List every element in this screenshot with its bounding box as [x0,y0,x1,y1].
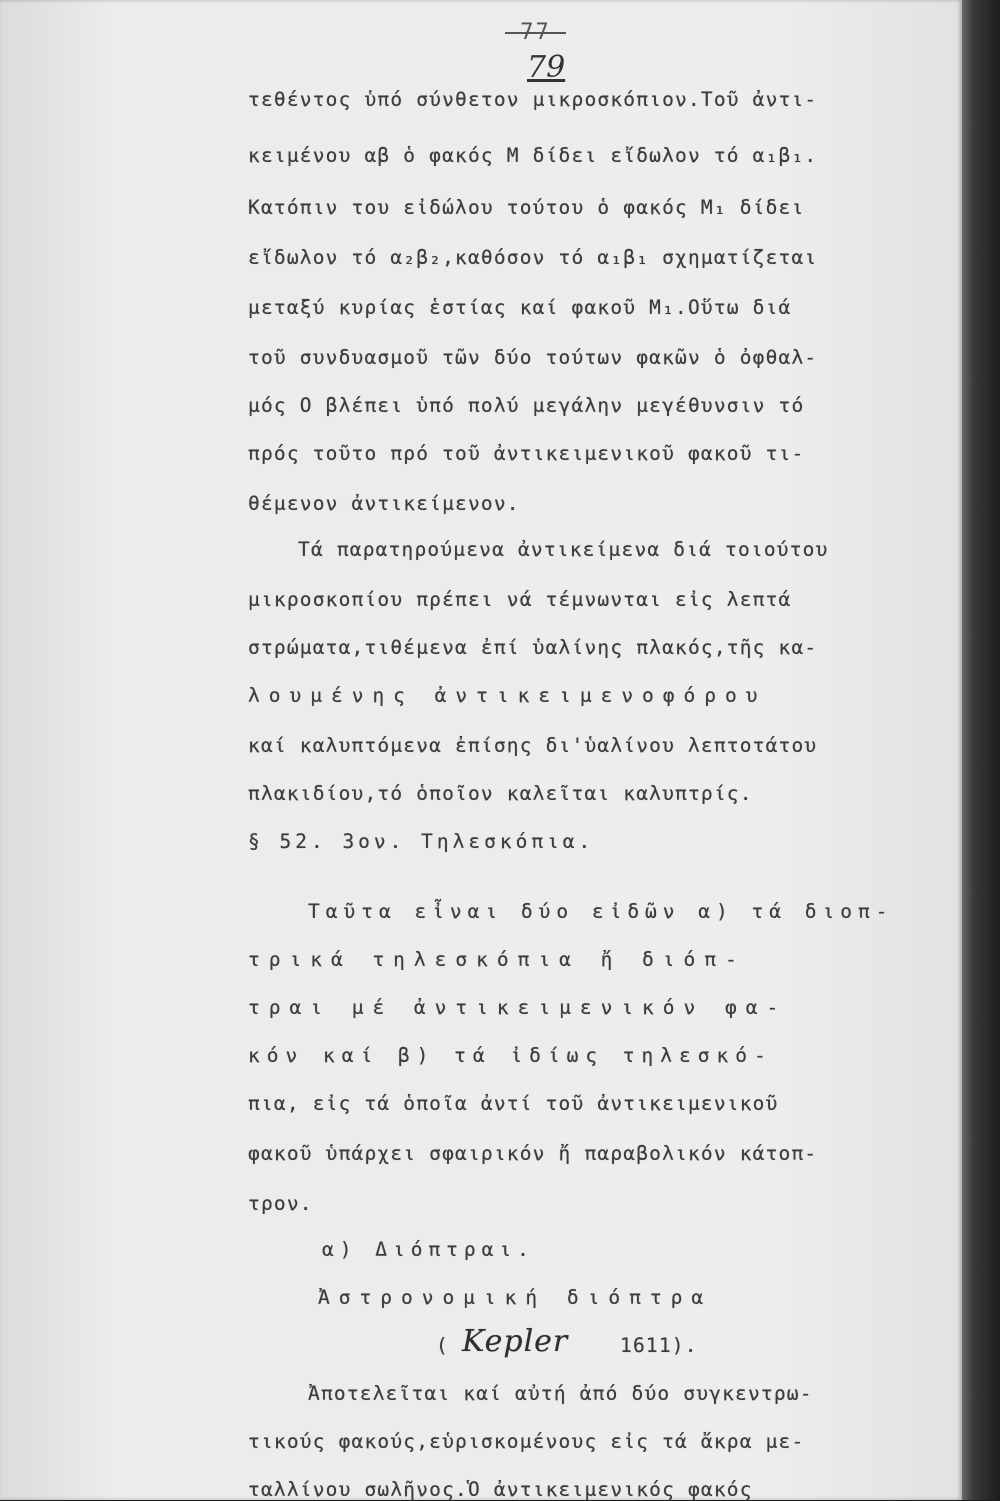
text-line: πλακιδίου,τό ὁποῖον καλεῖται καλυπτρίς. [248,782,753,805]
book-spine [962,0,1000,1500]
spaced-term-line: τραι μέ ἀντικειμενικόν φα- [248,996,788,1019]
spaced-term-line: λουμένης ἀντικειμενοφόρου [248,684,767,707]
text-line: τρον. [248,1192,313,1215]
text-line: καί καλυπτόμενα ἐπίσης δι'ὑαλίνου λεπτοτάτου [248,734,818,757]
page-number-handwritten: 79 [527,50,566,85]
text-line: τοῦ συνδυασμοῦ τῶν δύο τούτων φακῶν ὁ ὀφθαλ- [248,346,818,369]
text-line: εἴδωλον τό α₂β₂,καθόσον τό α₁β₁ σχηματίζεται [248,246,818,269]
handwritten-name: Kepler [462,1324,569,1359]
text-line: κειμένου αβ ὁ φακός Μ δίδει εἴδωλον τό α₁β₁. [248,144,818,167]
subsection-heading: α) Διόπτραι. [322,1238,535,1261]
text-line: θέμενον ἀντικείμενον. [248,492,520,515]
page-number-typed: -77- [505,20,566,45]
spaced-term-line: κόν καί β) τά ἰδίως τηλεσκό- [248,1044,773,1067]
attribution-open-paren: ( [436,1334,449,1357]
text-line: τικούς φακούς,εὑρισκομένους εἰς τά ἄκρα με- [248,1430,805,1453]
text-line: στρώματα,τιθέμενα ἐπί ὑαλίνης πλακός,τῆς κα- [248,636,818,659]
text-line: ταλλίνου σωλῆνος.Ὁ ἀντικειμενικός φακός [248,1478,753,1501]
paragraph-start-line: Ἀποτελεῖται καί αὐτή ἀπό δύο συγκεντρω- [308,1382,813,1405]
section-heading: § 52. Зον. Τηλεσκόπια. [248,830,595,853]
paragraph-start-line: Τά παρατηρούμενα ἀντικείμενα διά τοιούτου [298,538,829,561]
text-line: φακοῦ ὑπάρχει σφαιρικόν ἤ παραβολικόν κάτοπ- [248,1142,818,1165]
paragraph-start-line: Ταῦτα εἶναι δύο εἰδῶν α) τά διοπ- [308,900,894,923]
text-line: τεθέντος ὑπό σύνθετον μικροσκόπιον.Τοῦ ἀντι- [248,88,818,111]
text-line: μεταξύ κυρίας ἑστίας καί φακοῦ Μ₁.Οὕτω διά [248,296,792,319]
subsection-title: Ἀστρονομική διόπτρα [318,1286,713,1309]
text-line: μός Ο βλέπει ὑπό πολύ μεγάλην μεγέθυνσιν τό [248,394,805,417]
spaced-term-line: τρικά τηλεσκόπια ἤ διόπ- [248,948,746,971]
text-line: πια, εἰς τά ὁποῖα ἀντί τοῦ ἀντικειμενικοῦ [248,1092,779,1115]
attribution-year: 1611). [620,1334,698,1357]
text-line: Κατόπιν του εἰδώλου τούτου ὁ φακός Μ₁ δίδει [248,196,805,219]
text-line: μικροσκοπίου πρέπει νά τέμνωνται εἰς λεπτά [248,588,792,611]
text-line: πρός τοῦτο πρό τοῦ ἀντικειμενικοῦ φακοῦ τι- [248,442,805,465]
